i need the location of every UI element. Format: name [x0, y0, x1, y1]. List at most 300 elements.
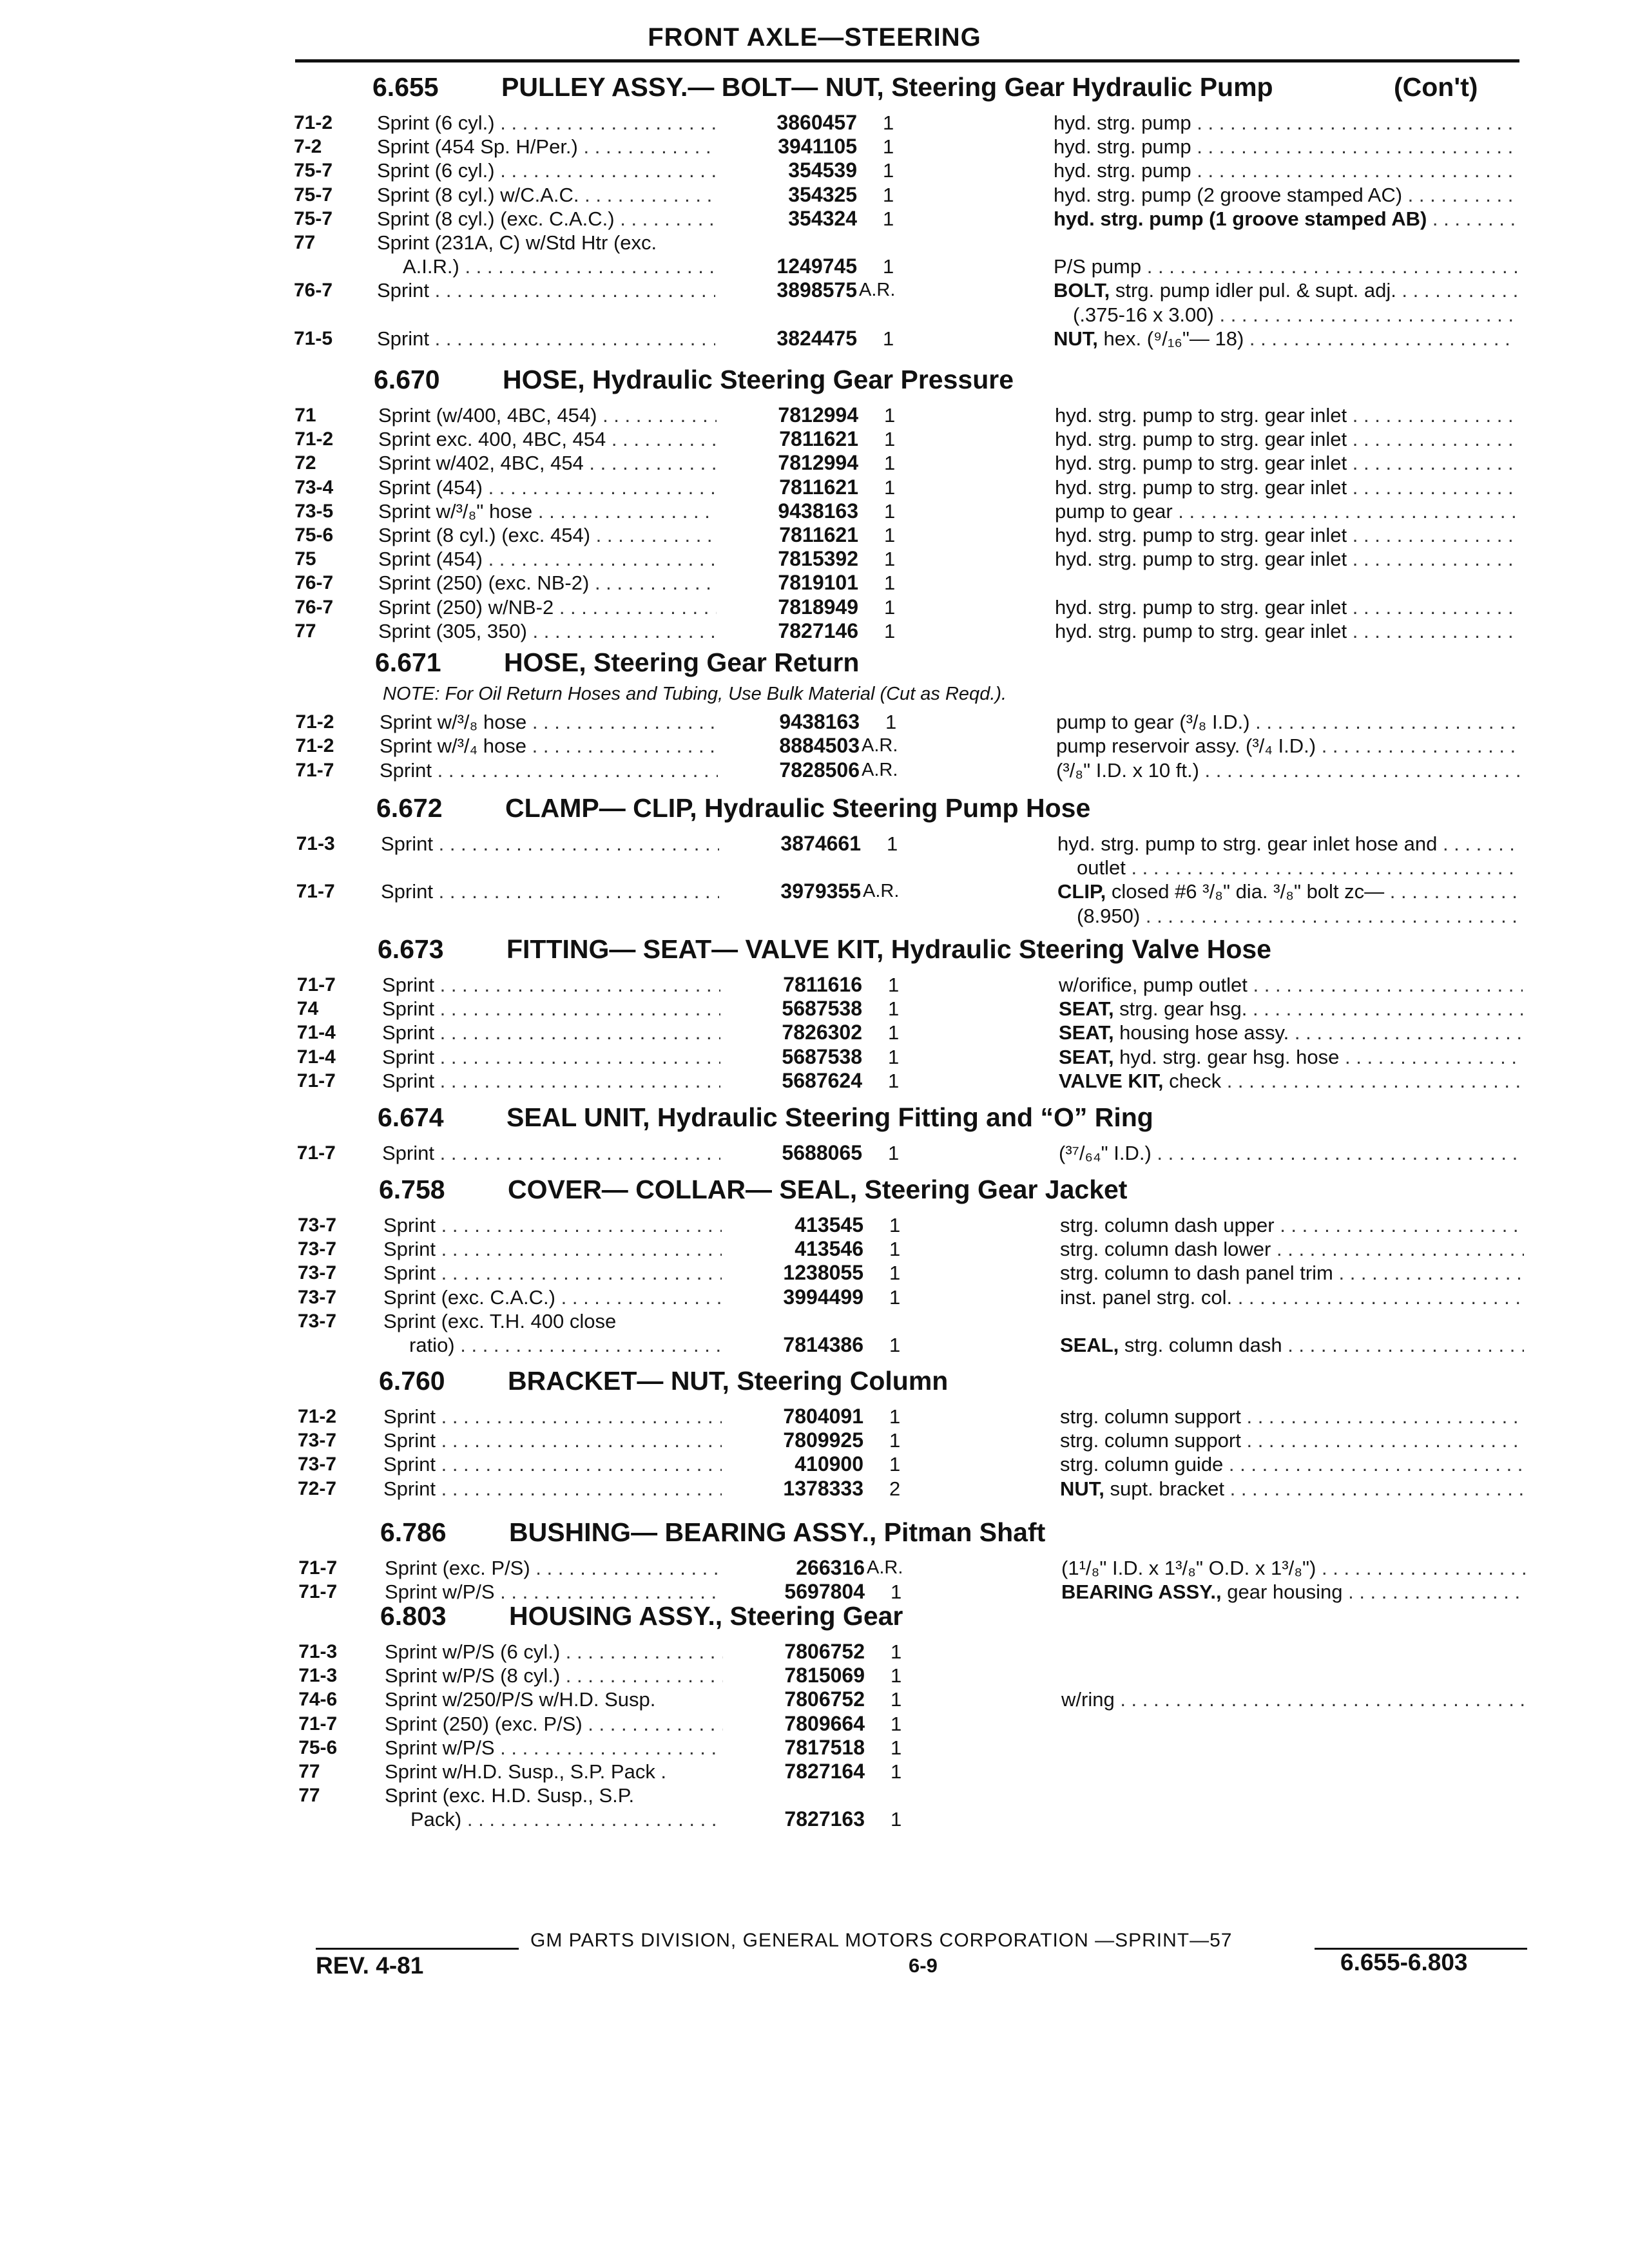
quantity: 1	[891, 1712, 902, 1735]
part-usage-description: NUT, hex. (⁹/₁₆"— 18) . . .	[1054, 327, 1518, 351]
part-number: 7806752	[784, 1640, 865, 1663]
catalog-code: 71-2	[294, 428, 334, 450]
quantity: 1	[889, 1334, 901, 1356]
part-number: 5688065	[782, 1141, 862, 1164]
part-usage-description: strg. column guide . . .	[1060, 1452, 1524, 1476]
part-number: 1238055	[783, 1261, 863, 1285]
table-row	[0, 1428, 1629, 1452]
table-row	[0, 1069, 1629, 1093]
quantity: 1	[884, 548, 896, 571]
part-usage-description: SEAT, housing hose assy. . . .	[1059, 1021, 1523, 1044]
quantity-as-required: A.R.	[862, 759, 898, 780]
part-number: 3860457	[776, 111, 857, 134]
part-number: 7804091	[783, 1405, 863, 1428]
table-row	[0, 427, 1629, 451]
table-row	[0, 973, 1629, 997]
table-row	[0, 135, 1629, 159]
table-row	[0, 403, 1629, 427]
part-number: 7812994	[778, 451, 858, 475]
quantity: 1	[888, 1069, 900, 1092]
model-description: Sprint (8 cyl.) (exc. 454) . . .	[378, 523, 717, 547]
quantity: 1	[888, 1021, 900, 1044]
section-number: 6.674	[378, 1102, 444, 1132]
catalog-code: 71-7	[296, 974, 336, 995]
model-description: Pack) . . .	[410, 1807, 723, 1831]
catalog-code: 71-3	[298, 1641, 338, 1662]
model-description: Sprint . . .	[382, 1069, 720, 1093]
quantity: 1	[888, 1045, 900, 1068]
quantity-as-required: A.R.	[862, 735, 898, 756]
part-usage-description: SEAT, strg. gear hsg. . . .	[1059, 997, 1523, 1021]
part-number: 7814386	[783, 1333, 863, 1356]
part-usage-description: hyd. strg. pump to strg. gear inlet . . .	[1055, 547, 1519, 571]
quantity: 1	[885, 711, 897, 734]
part-number: 1249745	[776, 255, 857, 278]
catalog-code: 76-7	[294, 596, 334, 618]
part-number: 7819101	[778, 571, 858, 595]
model-description: Sprint . . .	[377, 327, 715, 351]
part-number: 3898575	[776, 278, 857, 302]
model-description: Sprint w/³/₈" hose . . .	[378, 499, 717, 523]
part-number: 7811616	[783, 973, 862, 996]
part-usage-description: pump reservoir assy. (³/₄ I.D.) . . .	[1056, 734, 1520, 758]
table-row	[0, 451, 1629, 475]
catalog-code: 71-7	[296, 1142, 336, 1164]
model-description: Sprint . . .	[377, 278, 715, 302]
table-row	[0, 832, 1629, 856]
part-usage-description: hyd. strg. pump (2 groove stamped AC) . . .	[1054, 183, 1518, 207]
quantity: 1	[883, 111, 894, 134]
section-number: 6.673	[378, 934, 444, 964]
footer-rule-left	[316, 1948, 519, 1950]
part-usage-description: pump to gear (³/₈ I.D.) . . .	[1056, 710, 1520, 734]
catalog-code: 75-7	[294, 207, 333, 229]
model-description: Sprint (250) w/NB-2 . . .	[378, 595, 717, 619]
quantity: 1	[883, 159, 894, 182]
footer-revision: REV. 4-81	[316, 1952, 424, 1979]
model-description: Sprint (250) (exc. NB-2) . . .	[378, 571, 717, 595]
table-row	[0, 595, 1629, 619]
section-title: BUSHING— BEARING ASSY., Pitman Shaft	[509, 1517, 1046, 1547]
quantity: 1	[884, 524, 896, 546]
quantity: 1	[889, 1262, 901, 1285]
table-row	[0, 758, 1629, 782]
part-usage-description: (.375-16 x 3.00) . . .	[1073, 303, 1518, 327]
model-description: Sprint . . .	[383, 1428, 722, 1452]
part-usage-description: strg. column dash lower . . .	[1060, 1237, 1524, 1261]
catalog-code: 75	[294, 548, 316, 570]
quantity: 1	[889, 1429, 901, 1452]
table-row	[0, 571, 1629, 595]
model-description: Sprint (8 cyl.) w/C.A.C. . . .	[377, 183, 715, 207]
quantity: 1	[884, 452, 896, 475]
model-description: Sprint (exc. T.H. 400 close	[383, 1309, 617, 1332]
part-number: 7827146	[778, 619, 858, 642]
table-row	[0, 1045, 1629, 1069]
table-row	[0, 856, 1629, 879]
part-number: 5687538	[782, 1044, 862, 1068]
part-number: 7815069	[784, 1664, 865, 1687]
catalog-code: 71-7	[295, 759, 334, 781]
part-usage-description: strg. column support . . .	[1060, 1428, 1524, 1452]
model-description: Sprint (8 cyl.) (exc. C.A.C.) . . .	[377, 207, 715, 231]
catalog-code: 71-2	[298, 1406, 337, 1427]
model-description: Sprint w/³/₄ hose . . .	[380, 734, 718, 758]
quantity: 1	[891, 1640, 902, 1663]
quantity: 1	[889, 1453, 901, 1476]
model-description: Sprint . . .	[382, 997, 720, 1021]
quantity: 1	[888, 997, 900, 1021]
model-description: Sprint . . .	[382, 1021, 720, 1044]
header-rule	[295, 59, 1519, 62]
catalog-code: 75-7	[294, 160, 333, 182]
part-usage-description: hyd. strg. pump to strg. gear inlet . . .	[1055, 451, 1519, 475]
model-description: Sprint (exc. P/S) . . .	[385, 1556, 723, 1580]
model-description: Sprint . . .	[383, 1213, 722, 1237]
part-number: 9438163	[779, 710, 860, 734]
quantity: 2	[889, 1477, 901, 1500]
quantity: 1	[891, 1736, 902, 1759]
part-usage-description: NUT, supt. bracket . . .	[1060, 1477, 1524, 1501]
model-description: Sprint . . .	[383, 1237, 722, 1261]
part-number: 8884503	[779, 734, 860, 758]
catalog-code: 72	[294, 452, 316, 474]
part-number: 3941105	[778, 135, 857, 159]
part-usage-description: hyd. strg. pump . . .	[1054, 111, 1518, 135]
part-number: 1378333	[783, 1476, 863, 1500]
model-description: Sprint w/P/S . . .	[385, 1736, 723, 1760]
model-description: Sprint . . .	[382, 973, 720, 997]
part-usage-description: (1¹/₈" I.D. x 1³/₈" O.D. x 1³/₈") . . .	[1061, 1556, 1525, 1580]
model-description: Sprint (305, 350) . . .	[378, 619, 717, 643]
catalog-code: 75-7	[294, 184, 333, 206]
table-row	[0, 734, 1629, 758]
part-number: 7811621	[779, 427, 858, 451]
catalog-code: 77	[298, 1761, 320, 1782]
part-usage-description: strg. column support . . .	[1060, 1405, 1524, 1428]
section-title: SEAL UNIT, Hydraulic Steering Fitting and “O” Ring	[506, 1102, 1153, 1132]
section-number: 6.760	[379, 1366, 445, 1396]
catalog-code: 73-7	[298, 1238, 337, 1260]
part-number: 7811621	[779, 475, 858, 499]
part-number: 7815392	[778, 547, 858, 571]
part-usage-description: hyd. strg. pump to strg. gear inlet . . .	[1055, 595, 1519, 619]
table-row	[0, 904, 1629, 928]
part-number: 410900	[795, 1452, 863, 1476]
catalog-code: 7-2	[294, 136, 322, 158]
model-description: ratio) . . .	[409, 1333, 722, 1357]
quantity-as-required: A.R.	[859, 280, 896, 301]
quantity-as-required: A.R.	[863, 881, 900, 902]
quantity: 1	[891, 1664, 902, 1687]
part-usage-description: CLIP, closed #6 ³/₈" dia. ³/₈" bolt zc— . . .	[1057, 879, 1521, 903]
part-usage-description: hyd. strg. pump . . .	[1054, 159, 1518, 182]
table-row	[0, 1261, 1629, 1285]
quantity: 1	[889, 1238, 901, 1261]
part-number: 354539	[788, 159, 857, 182]
table-row	[0, 1783, 1629, 1807]
catalog-code: 73-7	[298, 1215, 337, 1236]
table-row	[0, 499, 1629, 523]
part-number: 7828506	[779, 758, 860, 782]
section-number: 6.655	[372, 72, 439, 102]
table-row	[0, 879, 1629, 903]
footer-company: GM PARTS DIVISION, GENERAL MOTORS CORPORATION —SPRINT—57	[530, 1930, 1233, 1951]
part-number: 3874661	[780, 832, 861, 855]
part-usage-description: strg. column dash upper . . .	[1060, 1213, 1524, 1237]
catalog-code: 71-5	[294, 327, 333, 349]
part-number: 7812994	[778, 403, 858, 427]
model-description: Sprint . . .	[383, 1477, 722, 1501]
catalog-code: 71-7	[298, 1581, 338, 1603]
page-header-title: FRONT AXLE—STEERING	[648, 23, 981, 52]
section-number: 6.758	[379, 1175, 445, 1204]
table-row	[0, 303, 1629, 327]
catalog-code: 71-7	[296, 881, 335, 903]
table-row	[0, 1285, 1629, 1309]
catalog-code: 71-2	[294, 112, 333, 133]
section-title: CLAMP— CLIP, Hydraulic Steering Pump Hose	[505, 793, 1091, 823]
catalog-code: 73-7	[298, 1262, 337, 1284]
catalog-code: 71-4	[296, 1046, 336, 1068]
table-row	[0, 547, 1629, 571]
table-row	[0, 710, 1629, 734]
catalog-code: 76-7	[294, 572, 334, 594]
model-description: Sprint w/250/P/S w/H.D. Susp.	[385, 1688, 656, 1711]
table-row	[0, 1213, 1629, 1237]
part-usage-description: (8.950) . . .	[1077, 904, 1521, 928]
model-description: Sprint (454 Sp. H/Per.) . . .	[377, 135, 715, 159]
model-description: Sprint (w/400, 4BC, 454) . . .	[378, 403, 717, 427]
model-description: Sprint (454) . . .	[378, 547, 717, 571]
table-row	[0, 476, 1629, 499]
model-description: Sprint (454) . . .	[378, 476, 717, 499]
catalog-code: 74	[296, 998, 319, 1020]
part-number: 5687624	[782, 1068, 862, 1092]
part-number: 5697804	[784, 1580, 865, 1604]
catalog-code: 71-4	[296, 1022, 336, 1044]
table-row	[0, 997, 1629, 1021]
table-row	[0, 1405, 1629, 1428]
quantity: 1	[889, 1214, 901, 1236]
quantity: 1	[883, 207, 894, 230]
table-row	[0, 1640, 1629, 1664]
section-title: HOSE, Steering Gear Return	[504, 648, 860, 677]
part-usage-description: inst. panel strg. col. . . .	[1060, 1285, 1524, 1309]
part-usage-description: (³⁷/₆₄" I.D.) . . .	[1059, 1141, 1523, 1165]
quantity: 1	[891, 1760, 902, 1783]
part-number: 413545	[795, 1213, 863, 1236]
quantity: 1	[884, 476, 896, 499]
part-usage-description: hyd. strg. pump to strg. gear inlet hose and . . .	[1057, 832, 1521, 856]
catalog-code: 73-7	[298, 1310, 337, 1332]
model-description: Sprint . . .	[382, 1045, 720, 1069]
section-number: 6.803	[380, 1601, 447, 1631]
model-description: Sprint (exc. H.D. Susp., S.P.	[385, 1784, 635, 1807]
table-row	[0, 1736, 1629, 1760]
model-description: Sprint (6 cyl.) . . .	[377, 111, 715, 135]
catalog-code: 71-2	[295, 711, 334, 733]
table-row	[0, 1333, 1629, 1357]
model-description: Sprint exc. 400, 4BC, 454 . . .	[378, 427, 717, 451]
section-number: 6.672	[376, 793, 443, 823]
catalog-code: 73-5	[294, 500, 334, 522]
table-row	[0, 1452, 1629, 1476]
section-number: 6.786	[380, 1517, 447, 1547]
part-number: 7809925	[783, 1428, 863, 1452]
model-description: Sprint (exc. C.A.C.) . . .	[383, 1285, 722, 1309]
part-usage-description: hyd. strg. pump to strg. gear inlet . . .	[1055, 427, 1519, 451]
catalog-code: 71-7	[298, 1557, 338, 1579]
part-usage-description: w/ring . . .	[1061, 1687, 1525, 1711]
quantity: 1	[883, 255, 894, 278]
model-description: Sprint . . .	[381, 879, 719, 903]
model-description: Sprint . . .	[383, 1405, 722, 1428]
table-row	[0, 1021, 1629, 1044]
part-usage-description: hyd. strg. pump to strg. gear inlet . . .	[1055, 403, 1519, 427]
table-row	[0, 327, 1629, 351]
table-row	[0, 159, 1629, 182]
model-description: A.I.R.) . . .	[403, 255, 715, 278]
section-number: 6.670	[374, 365, 440, 394]
catalog-code: 76-7	[294, 280, 333, 302]
model-description: Sprint w/H.D. Susp., S.P. Pack .	[385, 1760, 667, 1783]
model-description: Sprint (250) (exc. P/S) . . .	[385, 1712, 723, 1736]
model-description: Sprint . . .	[381, 832, 719, 856]
table-row	[0, 255, 1629, 278]
section-number: 6.671	[375, 648, 441, 677]
part-number: 7817518	[784, 1735, 865, 1759]
part-number: 3824475	[776, 326, 857, 350]
table-row	[0, 1237, 1629, 1261]
quantity: 1	[887, 832, 898, 855]
table-row	[0, 1760, 1629, 1783]
part-number: 7806752	[784, 1687, 865, 1711]
footer-page-number: 6-9	[909, 1954, 938, 1977]
table-row	[0, 207, 1629, 231]
section-title: PULLEY ASSY.— BOLT— NUT, Steering Gear Hydraulic Pump	[501, 72, 1273, 102]
catalog-code: 71-2	[295, 735, 334, 757]
catalog-code: 72-7	[298, 1477, 337, 1499]
table-row	[0, 183, 1629, 207]
part-usage-description: hyd. strg. pump to strg. gear inlet . . .	[1055, 619, 1519, 643]
part-usage-description: outlet . . .	[1077, 856, 1521, 879]
model-description: Sprint w/³/₈ hose . . .	[380, 710, 718, 734]
table-row	[0, 1141, 1629, 1165]
table-row	[0, 1712, 1629, 1736]
catalog-code: 75-6	[298, 1736, 338, 1758]
section-title: FITTING— SEAT— VALVE KIT, Hydraulic Steering Valve Hose	[506, 934, 1271, 964]
catalog-code: 73-7	[298, 1286, 337, 1308]
catalog-code: 71	[294, 405, 316, 426]
part-usage-description: SEAL, strg. column dash . . .	[1060, 1333, 1524, 1357]
table-row	[0, 523, 1629, 547]
model-description: Sprint w/P/S (6 cyl.) . . .	[385, 1640, 723, 1664]
section-continued-label: (Con't)	[1394, 72, 1478, 102]
quantity: 1	[888, 1142, 900, 1164]
part-number: 7811621	[779, 523, 858, 546]
table-row	[0, 1807, 1629, 1831]
section-title: HOUSING ASSY., Steering Gear	[509, 1601, 903, 1631]
part-usage-description: hyd. strg. pump to strg. gear inlet . . .	[1055, 523, 1519, 547]
model-description: Sprint w/P/S (8 cyl.) . . .	[385, 1664, 723, 1687]
section-note: NOTE: For Oil Return Hoses and Tubing, Use Bulk Material (Cut as Reqd.).	[383, 684, 1007, 704]
part-usage-description: P/S pump . . .	[1054, 255, 1518, 278]
quantity: 1	[884, 499, 896, 523]
table-row	[0, 619, 1629, 643]
section-title: BRACKET— NUT, Steering Column	[508, 1366, 949, 1396]
part-usage-description: (³/₈" I.D. x 10 ft.) . . .	[1056, 758, 1520, 782]
table-row	[0, 278, 1629, 302]
quantity: 1	[891, 1688, 902, 1711]
model-description: Sprint . . .	[382, 1141, 720, 1165]
quantity: 1	[884, 619, 896, 642]
quantity: 1	[883, 327, 894, 350]
part-usage-description: pump to gear . . .	[1055, 499, 1519, 523]
model-description: Sprint w/P/S . . .	[385, 1580, 723, 1604]
table-row	[0, 1664, 1629, 1687]
catalog-code: 77	[298, 1785, 320, 1807]
model-description: Sprint . . .	[380, 758, 718, 782]
quantity: 1	[884, 595, 896, 619]
catalog-code: 71-7	[296, 1070, 336, 1091]
quantity: 1	[889, 1405, 901, 1428]
catalog-code: 73-4	[294, 476, 334, 498]
table-row	[0, 1477, 1629, 1501]
catalog-code: 73-7	[298, 1454, 337, 1475]
quantity: 1	[891, 1808, 902, 1831]
section-title: HOSE, Hydraulic Steering Gear Pressure	[503, 365, 1014, 394]
part-usage-description: strg. column to dash panel trim . . .	[1060, 1261, 1524, 1285]
model-description: Sprint . . .	[383, 1261, 722, 1285]
catalog-code: 74-6	[298, 1689, 338, 1711]
part-number: 5687538	[782, 997, 862, 1021]
section-title: COVER— COLLAR— SEAL, Steering Gear Jacket	[508, 1175, 1128, 1204]
catalog-code: 77	[294, 620, 316, 642]
table-row	[0, 1687, 1629, 1711]
table-row	[0, 1556, 1629, 1580]
part-number: 266316	[796, 1556, 865, 1579]
part-number: 9438163	[778, 499, 858, 523]
part-number: 354324	[788, 206, 857, 230]
quantity: 1	[883, 135, 894, 159]
part-usage-description: hyd. strg. pump (1 groove stamped AB) . . .	[1054, 207, 1518, 231]
part-usage-description: BOLT, strg. pump idler pul. & supt. adj. . . .	[1054, 278, 1518, 302]
catalog-code: 73-7	[298, 1430, 337, 1452]
part-number: 3979355	[780, 879, 861, 903]
part-usage-description: w/orifice, pump outlet . . .	[1059, 973, 1523, 997]
part-usage-description: VALVE KIT, check . . .	[1059, 1069, 1523, 1093]
part-usage-description: hyd. strg. pump to strg. gear inlet . . .	[1055, 476, 1519, 499]
catalog-code: 71-3	[298, 1665, 338, 1687]
quantity-as-required: A.R.	[867, 1557, 903, 1578]
part-number: 3994499	[783, 1285, 863, 1309]
part-usage-description: SEAT, hyd. strg. gear hsg. hose . . .	[1059, 1045, 1523, 1069]
quantity: 1	[884, 404, 896, 427]
part-number: 7826302	[782, 1021, 862, 1044]
model-description: Sprint w/402, 4BC, 454 . . .	[378, 451, 717, 475]
part-number: 354325	[788, 182, 857, 206]
model-description: Sprint . . .	[383, 1452, 722, 1476]
model-description: Sprint (231A, C) w/Std Htr (exc.	[377, 231, 657, 254]
quantity: 1	[891, 1581, 902, 1604]
part-number: 7809664	[784, 1711, 865, 1735]
catalog-code: 77	[294, 232, 316, 253]
catalog-code: 75-6	[294, 524, 334, 546]
part-number: 7827163	[784, 1807, 865, 1831]
part-usage-description: hyd. strg. pump . . .	[1054, 135, 1518, 159]
table-row	[0, 1309, 1629, 1333]
